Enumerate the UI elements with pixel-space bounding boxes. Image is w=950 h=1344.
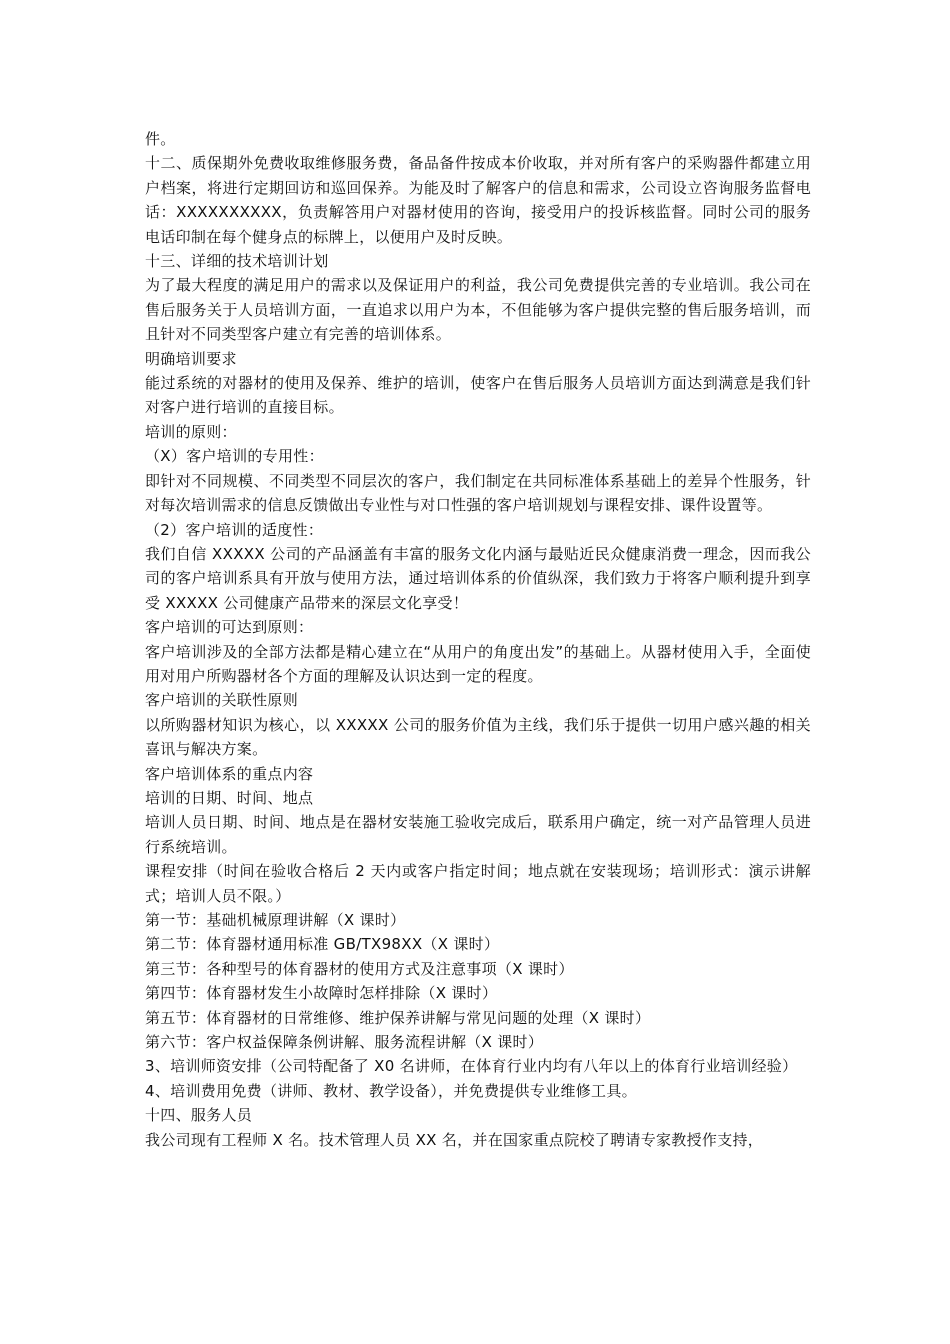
paragraph-training-intro: 为了最大程度的满足用户的需求以及保证用户的利益，我公司免费提供完善的专业培训。我公司在售后服务关于人员培训方面，一直追求以用户为本，不但能够为客户提供完整的售后服务培训，而且针对不同类型客户建立有完善的培训体系。 [145, 276, 811, 344]
paragraph-continuation: 件。 [145, 130, 176, 148]
list-item-lesson-5: 第五节：体育器材的日常维修、维护保养讲解与常见问题的处理（X 课时） [145, 1008, 651, 1027]
heading-training-key-content: 客户培训体系的重点内容 [145, 764, 314, 783]
paragraph-service-staff: 我公司现有工程师 X 名。技术管理人员 XX 名，并在国家重点院校了聘请专家教授作支持， [145, 1130, 764, 1149]
paragraph-section-12: 十二、质保期外免费收取维修服务费，备品备件按成本价收取，并对所有客户的采购器件都建立用户档案，将进行定期回访和巡回保养。为能及时了解客户的信息和需求，公司设立咨询服务监督电话：XXXXXXXXXX，负责解答用户对器材使用的咨询，接受用户的投诉核监督。同时公司的服务电话印制在每个健身点的标牌上，以便用户及时反映。 [145, 154, 811, 246]
list-item-lesson-6: 第六节：客户权益保障条例讲解、服务流程讲解（X 课时） [145, 1033, 544, 1052]
paragraph-training-goal: 能过系统的对器材的使用及保养、维护的培训，使客户在售后服务人员培训方面达到满意是我们针对客户进行培训的直接目标。 [145, 374, 811, 417]
heading-principle-suitability: （2）客户培训的适度性： [145, 520, 324, 539]
heading-section-14: 十四、服务人员 [145, 1106, 253, 1125]
document-body [145, 127, 811, 1152]
heading-training-date-time-place: 培训的日期、时间、地点 [145, 788, 314, 807]
list-item-lesson-4: 第四节：体育器材发生小故障时怎样排除（X 课时） [145, 984, 498, 1003]
list-item-lesson-2: 第二节：体育器材通用标准 GB/TX98XX（X 课时） [145, 935, 500, 954]
heading-principle-specificity: （X）客户培训的专用性： [145, 447, 324, 466]
paragraph-principle-relevance: 以所购器材知识为核心，以 XXXXX 公司的服务价值为主线，我们乐于提供一切用户感兴趣的相关喜讯与解决方案。 [145, 715, 811, 759]
heading-training-principles: 培训的原则： [145, 422, 237, 441]
heading-section-13: 十三、详细的技术培训计划 [145, 252, 329, 271]
paragraph-principle-specificity: 即针对不同规模、不同类型不同层次的客户，我们制定在共同标准体系基础上的差异个性服务，针对每次培训需求的信息反馈做出专业性与对口性强的客户培训规划与课程安排、课件设置等。 [145, 471, 811, 515]
paragraph-trainer-arrangement: 3、培训师资安排（公司特配备了 X0 名讲师，在体育行业内均有八年以上的体育行业培训经验） [145, 1057, 798, 1076]
heading-principle-attainability: 客户培训的可达到原则： [145, 618, 314, 637]
list-item-lesson-3: 第三节：各种型号的体育器材的使用方式及注意事项（X 课时） [145, 959, 574, 978]
paragraph-principle-suitability: 我们自信 XXXXX 公司的产品涵盖有丰富的服务文化内涵与最贴近民众健康消费一理念，因而我公司的客户培训系具有开放与使用方法，通过培训体系的价值纵深，我们致力于将客户顺利提升到享受 XXXXX 公司健康产品带来的深层文化享受！ [145, 544, 811, 612]
list-item-lesson-1: 第一节：基础机械原理讲解（X 课时） [145, 911, 406, 929]
heading-training-requirements: 明确培训要求 [145, 349, 237, 368]
paragraph-training-fee: 4、培训费用免费（讲师、教材、教学设备），并免费提供专业维修工具。 [145, 1081, 637, 1100]
paragraph-training-date-time-place: 培训人员日期、时间、地点是在器材安装施工验收完成后，联系用户确定，统一对产品管理人员进行系统培训。 [145, 813, 811, 856]
paragraph-principle-attainability: 客户培训涉及的全部方法都是精心建立在“从用户的角度出发”的基础上。从器材使用入手，全面使用对用户所购器材各个方面的理解及认识达到一定的程度。 [145, 642, 811, 685]
heading-principle-relevance: 客户培训的关联性原则 [145, 691, 299, 710]
paragraph-course-arrangement: 课程安排（时间在验收合格后 2 天内或客户指定时间；地点就在安装现场；培训形式：演示讲解式；培训人员不限。） [145, 862, 811, 905]
